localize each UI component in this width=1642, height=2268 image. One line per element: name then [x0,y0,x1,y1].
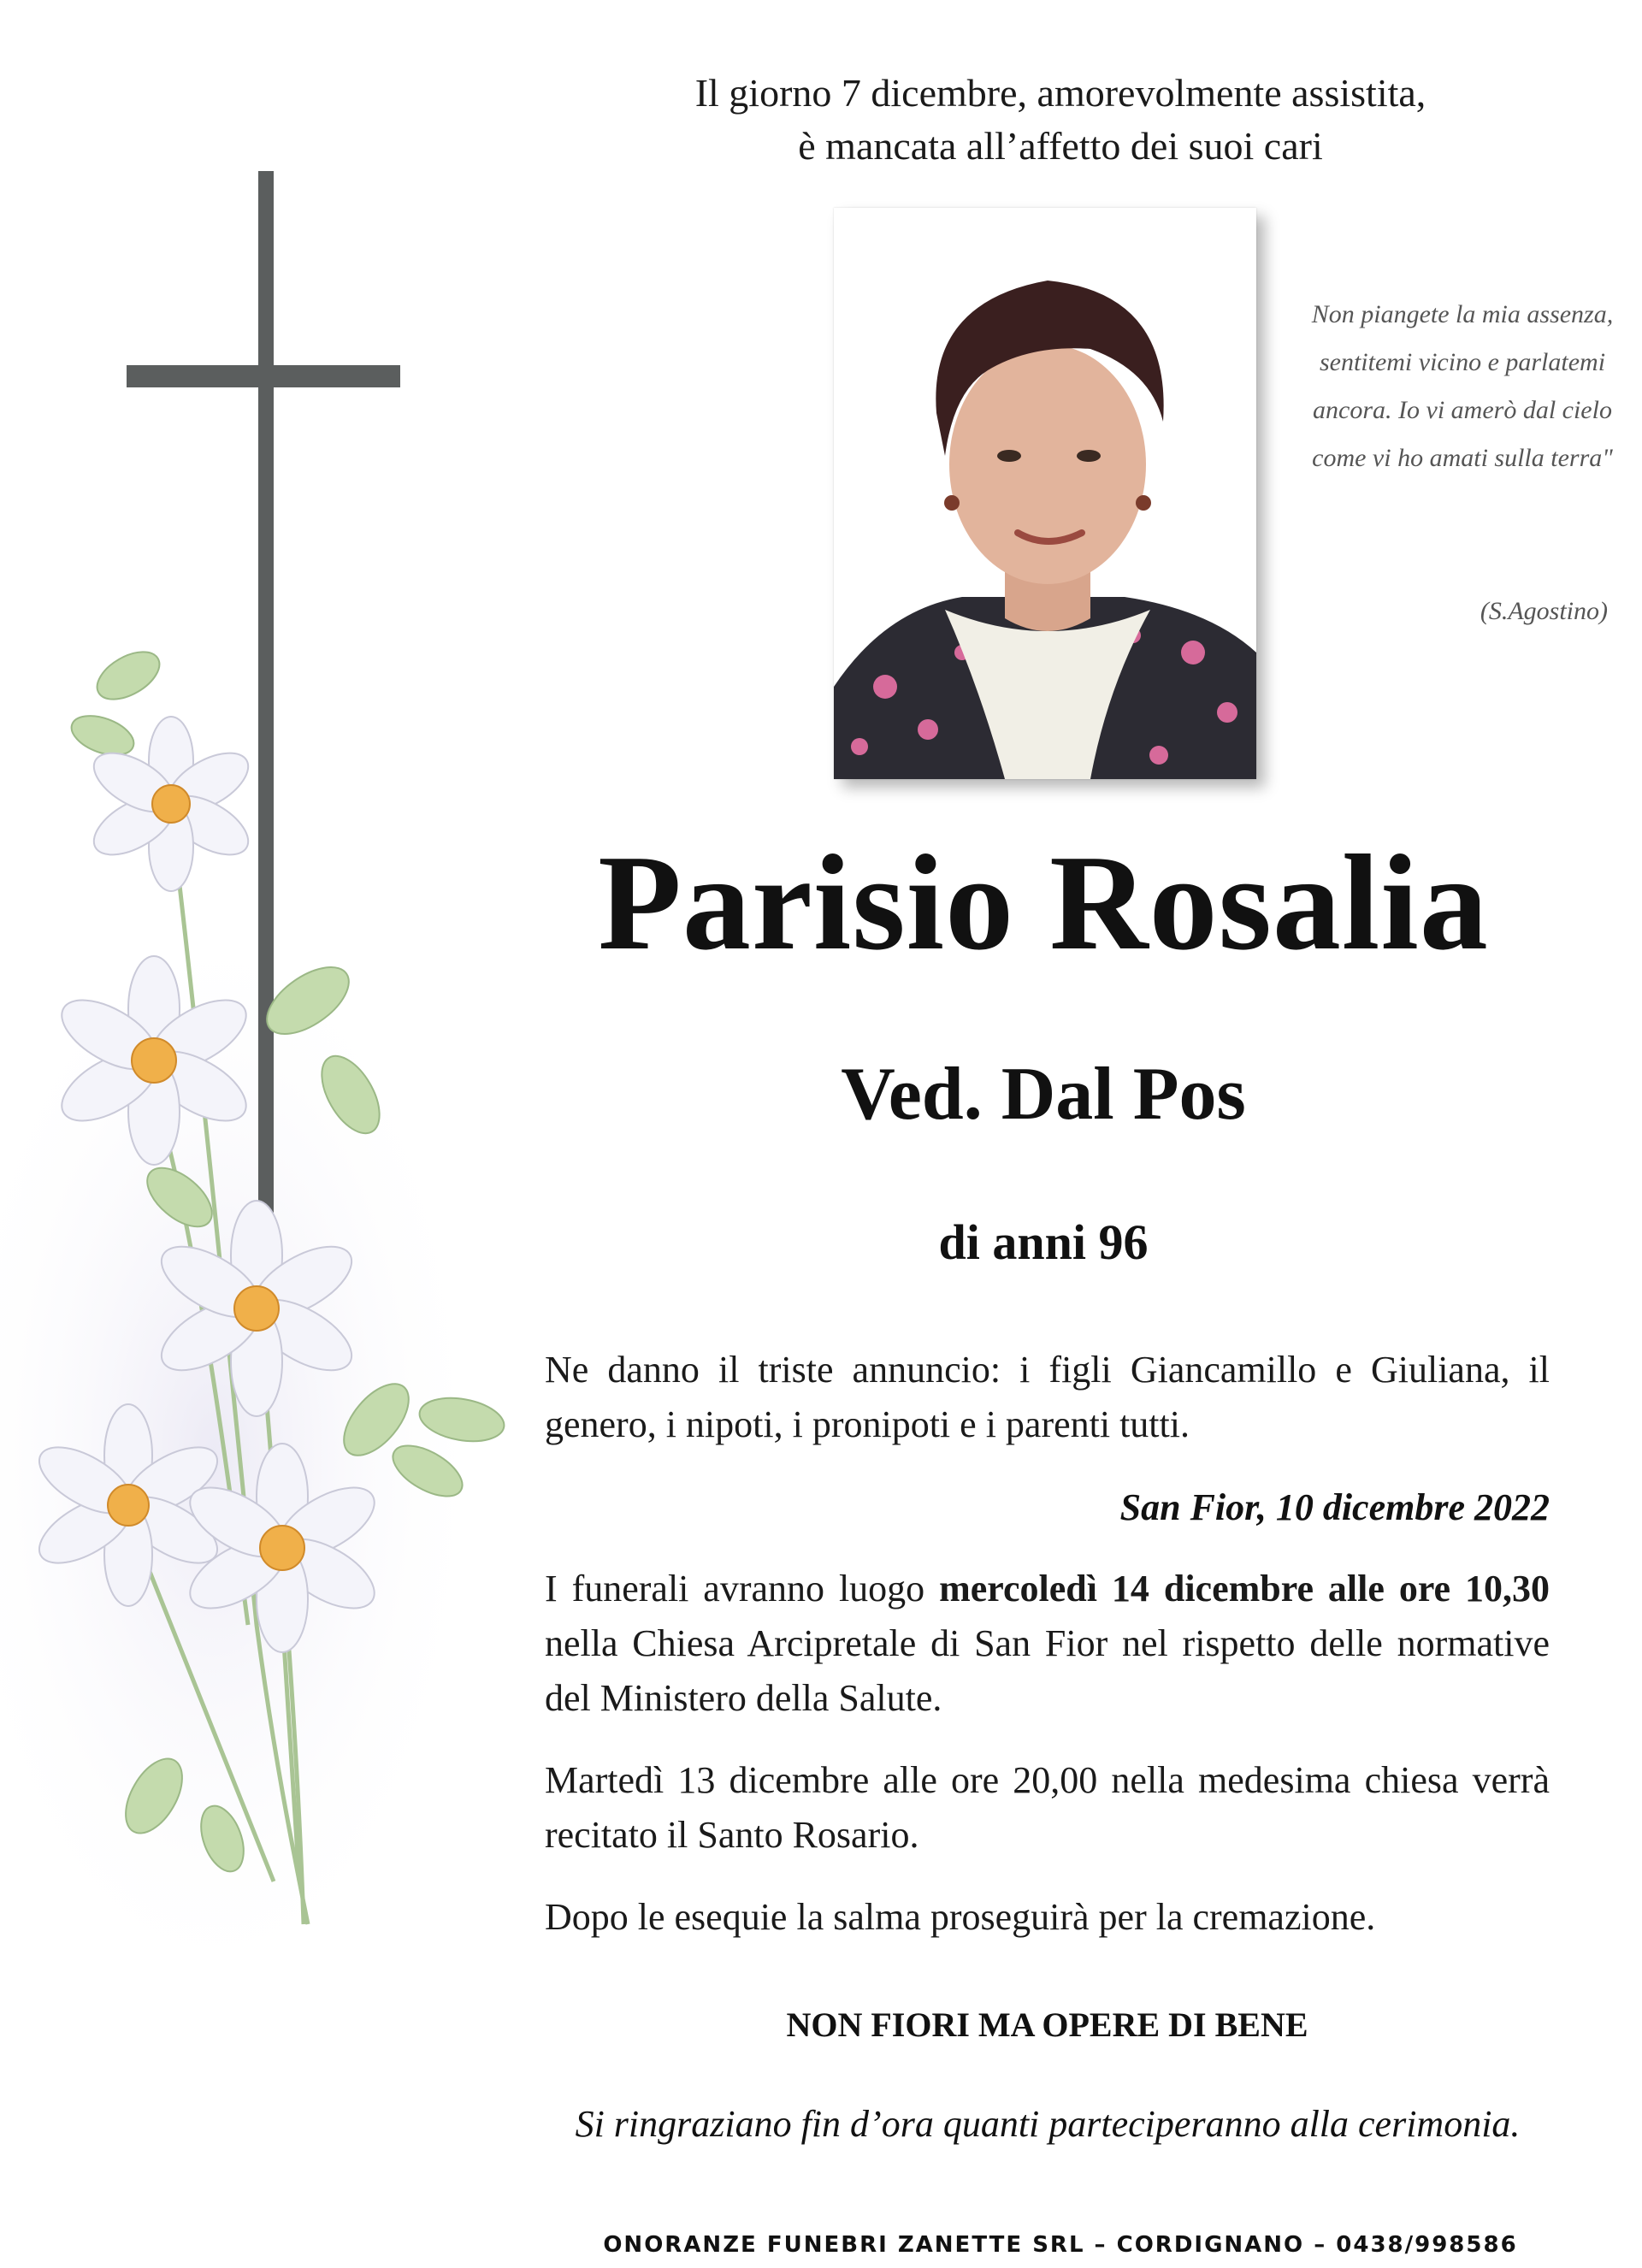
widow-of: Ved. Dal Pos [841,1053,1246,1136]
portrait-illustration [834,208,1256,779]
portrait-face [949,345,1146,584]
no-flowers-notice: NON FIORI MA OPERE DI BENE [786,2005,1308,2044]
announcement-text: Ne danno il triste annuncio: i figli Giancamillo e Giuliana, il genero, i nipoti, i pronipoti e i parenti tutti. [545,1349,1550,1445]
portrait-photo [834,208,1256,779]
cross-vertical-beam [258,171,274,1300]
funeral-date-time: mercoledì 14 dicembre alle ore 10,30 [939,1568,1550,1609]
intro-line-2: è mancata all’affetto dei suoi cari [798,124,1323,168]
quote-author: (S.Agostino) [1480,597,1608,625]
cremation-text: Dopo le esequie la salma proseguirà per la cremazione. [545,1896,1376,1938]
funeral-home-footer: ONORANZE FUNEBRI ZANETTE SRL – CORDIGNANO – 0438/998586 [603,2232,1518,2258]
intro-line-1: Il giorno 7 dicembre, amorevolmente assistita, [694,71,1426,115]
age: di anni 96 [938,1214,1149,1270]
rosary-text: Martedì 13 dicembre alle ore 20,00 nella medesima chiesa verrà recitato il Santo Rosario. [545,1759,1550,1856]
funeral-text [545,1562,1550,1726]
deceased-name: Parisio Rosalia [598,826,1489,978]
thanks-text: Si ringraziano fin d’ora quanti parteciperanno alla cerimonia. [575,2103,1521,2145]
intro-text [547,67,1574,173]
funeral-text-part-2: nella Chiesa Arcipretale di San Fior nel rispetto delle normative del Ministero della Salute. [545,1622,1550,1719]
funeral-text-part-1: I funerali avranno luogo [545,1568,940,1609]
cross-horizontal-beam [127,365,400,387]
quote-text: Non piangete la mia assenza, sentitemi vicino e parlatemi ancora. Io vi amerò dal cielo come vi ho amati sulla terra" [1311,300,1614,472]
place-date: San Fior, 10 dicembre 2022 [1119,1486,1550,1528]
cross-with-flowers-illustration [0,0,547,2052]
